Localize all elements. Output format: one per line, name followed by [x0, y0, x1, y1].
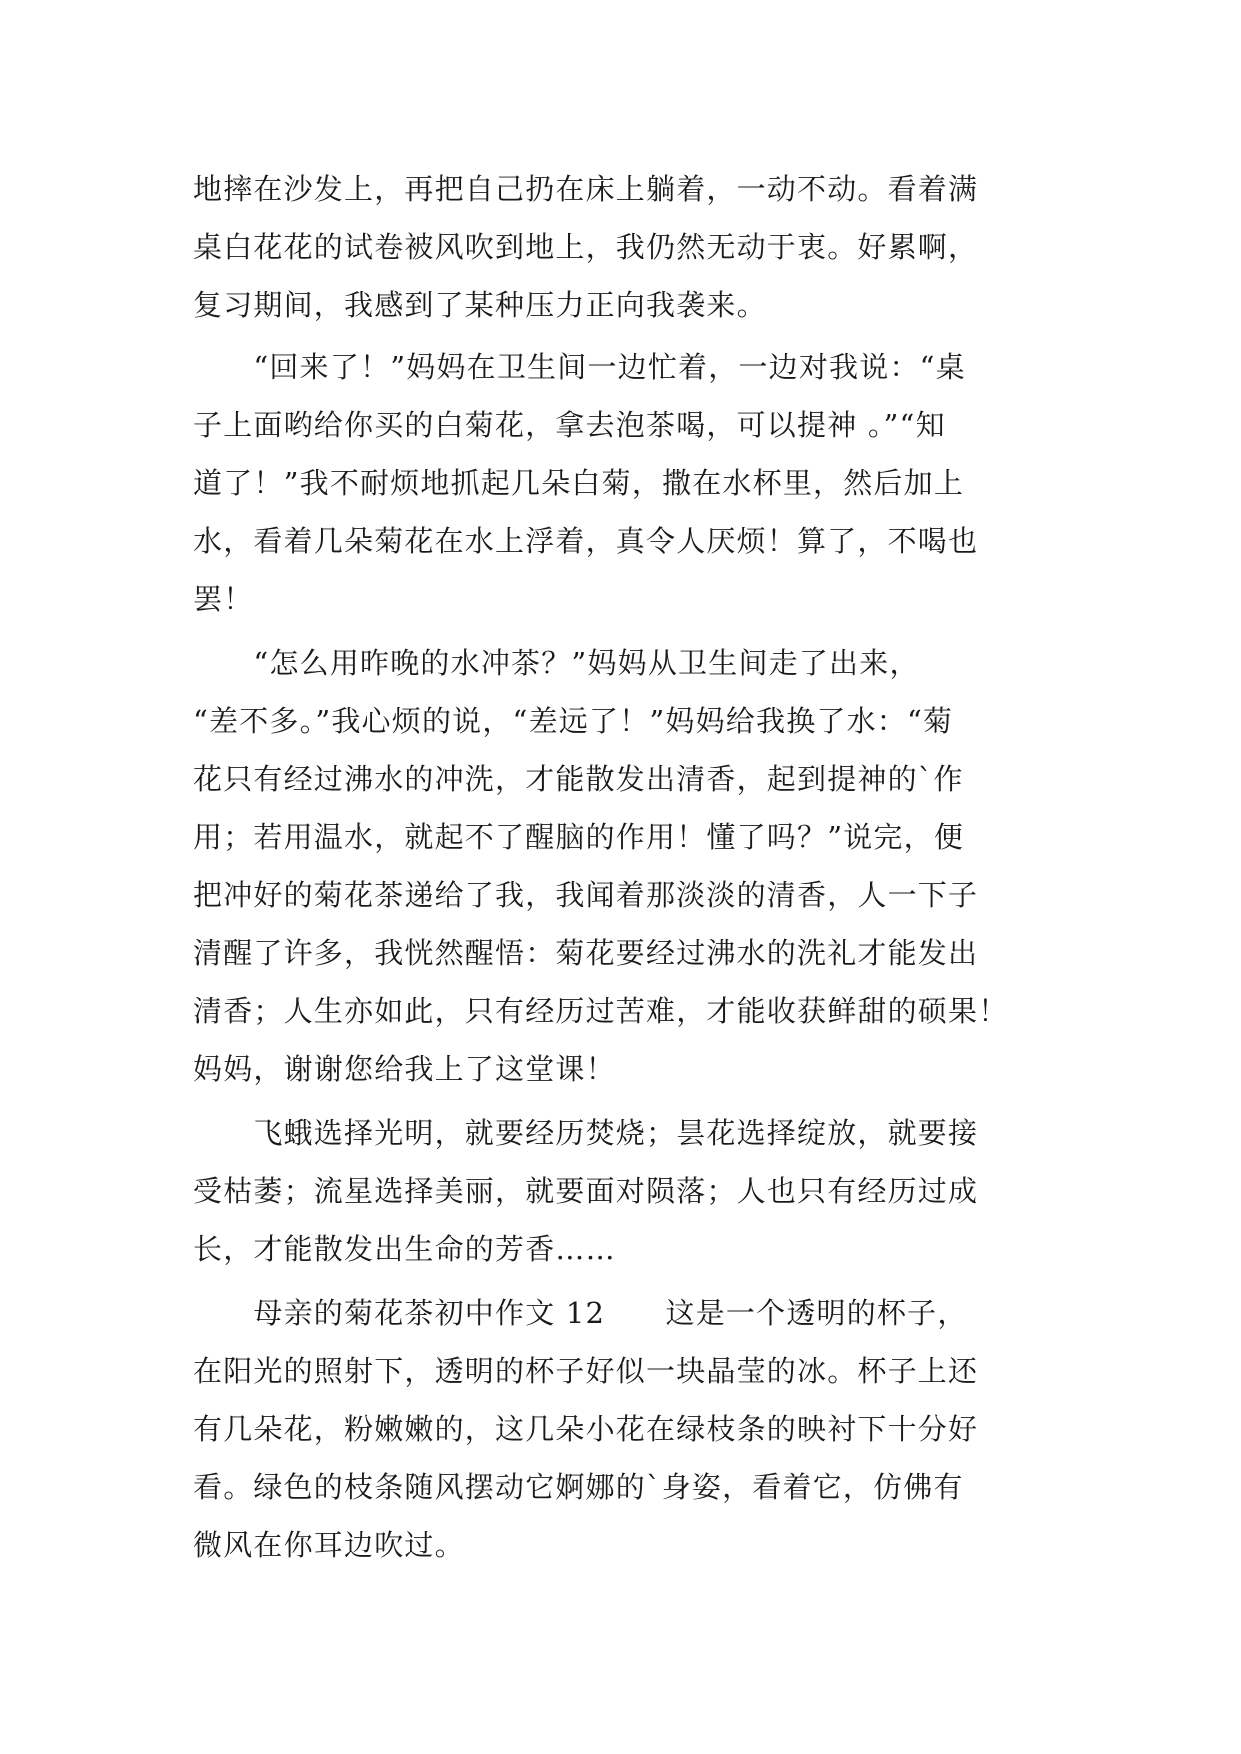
text-line: 微风在你耳边吹过。 — [193, 1528, 465, 1562]
text-line: 在阳光的照射下，透明的杯子好似一块晶莹的冰。杯子上还 — [193, 1354, 979, 1388]
text-line: 母亲的菊花茶初中作文 12 这是一个透明的杯子， — [193, 1296, 968, 1330]
text-line: 用；若用温水，就起不了醒脑的作用！懂了吗？”说完，便 — [193, 820, 965, 854]
text-line: 受枯萎；流星选择美丽，就要面对陨落；人也只有经历过成 — [193, 1174, 979, 1208]
text-line: 看。绿色的枝条随风摆动它婀娜的`身姿，看着它，仿佛有 — [193, 1470, 964, 1504]
text-line: 把冲好的菊花茶递给了我，我闻着那淡淡的清香，人一下子 — [193, 878, 979, 912]
text-line: 花只有经过沸水的冲洗，才能散发出清香，起到提神的`作 — [193, 762, 964, 796]
text-line: 飞蛾选择光明，就要经历焚烧；昙花选择绽放，就要接 — [193, 1116, 979, 1150]
text-line: 子上面哟给你买的白菊花，拿去泡茶喝，可以提神 。”“知 — [193, 408, 946, 442]
essay-body — [193, 160, 1073, 1574]
text-line: 道了！”我不耐烦地抓起几朵白菊，撒在水杯里，然后加上 — [193, 466, 965, 500]
text-line: “差不多。”我心烦的说，“差远了！”妈妈给我换了水：“菊 — [193, 704, 954, 738]
text-line: 有几朵花，粉嫩嫩的，这几朵小花在绿枝条的映衬下十分好 — [193, 1412, 979, 1446]
text-line: 清醒了许多，我恍然醒悟：菊花要经过沸水的洗礼才能发出 — [193, 936, 979, 970]
text-line: “回来了！”妈妈在卫生间一边忙着，一边对我说：“桌 — [193, 350, 966, 384]
text-line: 复习期间，我感到了某种压力正向我袭来。 — [193, 288, 767, 322]
text-line: 清香；人生亦如此，只有经历过苦难，才能收获鲜甜的硕果！ — [193, 994, 1009, 1028]
text-line: 地摔在沙发上，再把自己扔在床上躺着，一动不动。看着满 — [193, 172, 979, 206]
text-line: 水，看着几朵菊花在水上浮着，真令人厌烦！算了，不喝也 — [193, 524, 979, 558]
text-line: 罢！ — [193, 582, 254, 616]
text-line: 长，才能散发出生命的芳香…… — [193, 1232, 616, 1266]
text-line: 妈妈，谢谢您给我上了这堂课！ — [193, 1052, 616, 1086]
text-line: 桌白花花的试卷被风吹到地上，我仍然无动于衷。好累啊， — [193, 230, 979, 264]
text-line: “怎么用昨晚的水冲茶？”妈妈从卫生间走了出来， — [193, 646, 920, 680]
